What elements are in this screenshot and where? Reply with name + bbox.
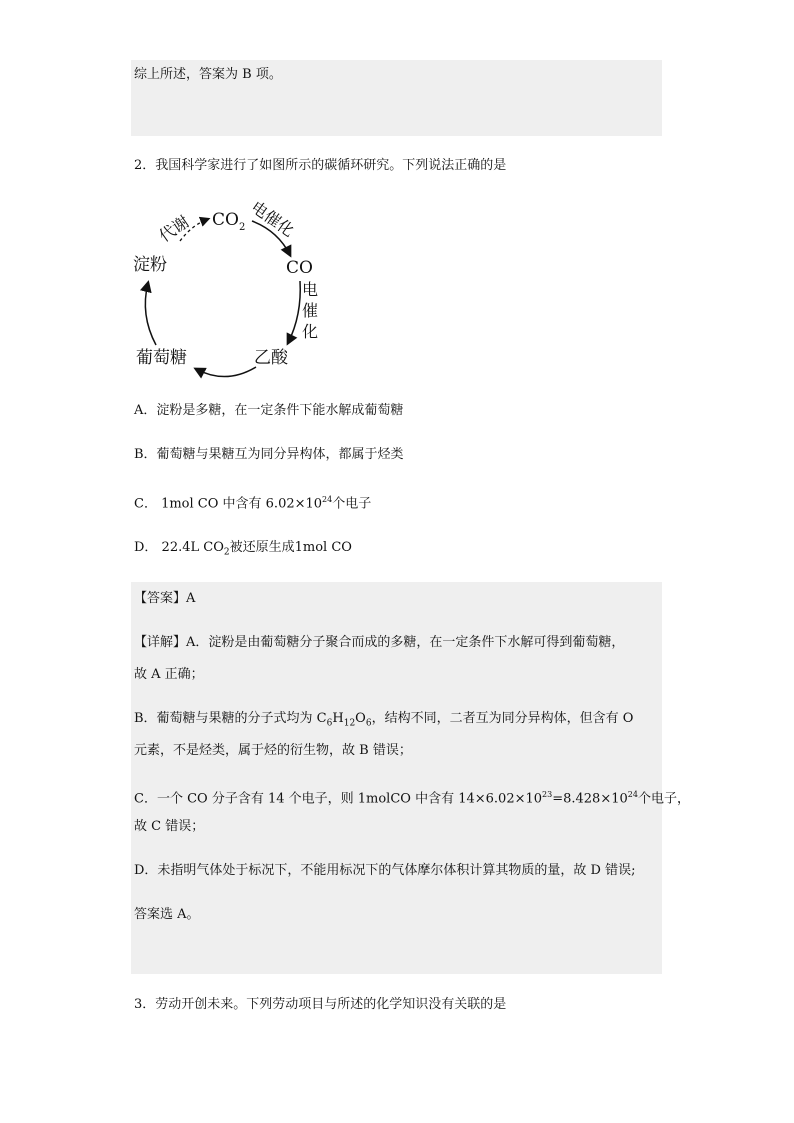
- detail-b-line-2: 元素，不是烃类，属于烃的衍生物，故 B 错误；: [134, 743, 412, 758]
- label-electrocatalysis-top: 电催化: [247, 197, 298, 241]
- detail-c-line-2: 故 C 错误；: [134, 819, 205, 834]
- label-glucose: 葡萄糖: [136, 348, 187, 368]
- label-electrocatalysis-right-2: 催: [302, 301, 319, 320]
- label-co: CO: [286, 258, 313, 278]
- label-metabolism: 代谢: [155, 211, 193, 246]
- arrow-acetic-to-glucose: [196, 367, 256, 377]
- detail-d-line: D．未指明气体处于标况下，不能用标况下的气体摩尔体积计算其物质的量，故 D 错误;: [134, 863, 636, 878]
- label-co2: $CO_2$: [212, 210, 246, 233]
- detail-a-line-2: 故 A 正确；: [134, 667, 204, 682]
- option-a: A．淀粉是多糖，在一定条件下能水解成葡萄糖: [134, 403, 404, 418]
- answer-line: 【答案】A: [134, 591, 196, 606]
- carbon-cycle-diagram: [128, 195, 338, 385]
- detail-c-line-1: C．一个 CO 分子含有 14 个电子，则 1molCO 中含有 $14\times 6.02\times 10^{23}=8.428\times 10^{24}$个电子，: [134, 790, 690, 807]
- option-b: B．葡萄糖与果糖互为同分异构体，都属于烃类: [134, 447, 404, 462]
- label-starch: 淀粉: [133, 255, 167, 275]
- detail-conclusion: 答案选 A。: [134, 907, 200, 922]
- detail-b-line-1: B．葡萄糖与果糖的分子式均为 $C_6H_{12}O_6$，结构不同，二者互为同分异构体，但含有 O: [134, 711, 634, 729]
- label-acetic-acid: 乙酸: [254, 348, 288, 368]
- prev-conclusion: 综上所述，答案为 B 项。: [134, 67, 282, 82]
- option-c: C． 1mol CO 中含有 $6.02\times 10^{24}$个电子: [134, 495, 372, 512]
- question-3-stem: 3．劳动开创未来。下列劳动项目与所述的化学知识没有关联的是: [134, 997, 507, 1012]
- label-electrocatalysis-right-3: 化: [302, 322, 319, 341]
- option-d: D． 22.4L $CO_2$被还原生成1mol CO: [134, 540, 352, 558]
- detail-a-line-1: 【详解】A．淀粉是由葡萄糖分子聚合而成的多糖，在一定条件下水解可得到葡萄糖，: [134, 635, 625, 650]
- label-electrocatalysis-right-1: 电: [302, 280, 319, 299]
- question-2-stem: 2．我国科学家进行了如图所示的碳循环研究。下列说法正确的是: [134, 158, 507, 173]
- arrow-co-to-acetic: [288, 281, 300, 343]
- arrow-glucose-to-starch: [145, 283, 156, 345]
